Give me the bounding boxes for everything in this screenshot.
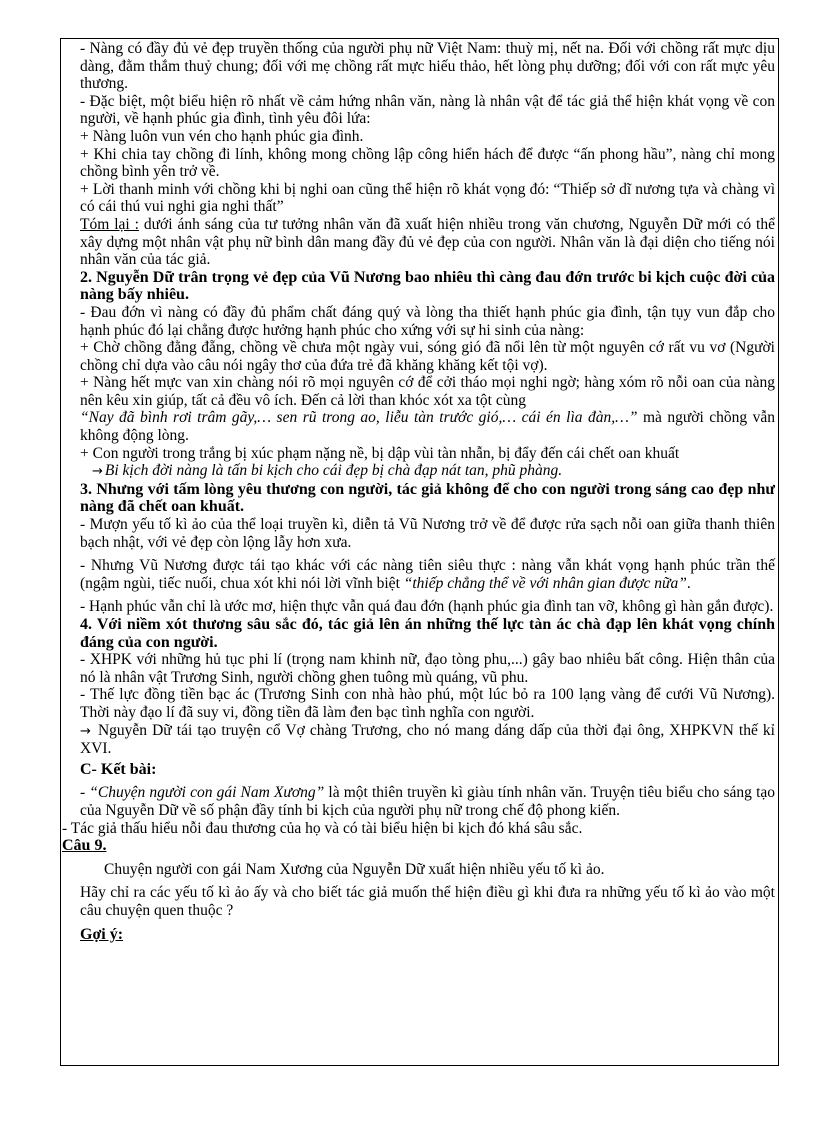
paragraph: - Nàng có đầy đủ vẻ đẹp truyền thống của người phụ nữ Việt Nam: thuỳ mị, nết na. Đối với chồng rất mực dịu dàng, đằm thắm thuỷ chung; đối với mẹ chồng rất mực hiếu thảo, hết lòng phụ dưỡng; đối với con rất mực yêu thương. <box>80 40 775 93</box>
quote-paragraph <box>80 784 775 819</box>
section-heading-2: 2. Nguyễn Dữ trân trọng vẻ đẹp của Vũ Nương bao nhiêu thì càng đau đớn trước bi kịch cuộc đời của nàng bấy nhiêu. <box>80 268 775 304</box>
quote-text: “Nay đã bình rơi trâm gãy,… sen rũ trong ao, liễu tàn trước gió,… cái én lìa đàn,…” <box>80 409 638 427</box>
paragraph: + Lời thanh minh với chồng khi bị nghi oan cũng thể hiện rõ khát vọng đó: “Thiếp sở dĩ nương tựa và chàng vì có cái thú vui nghi gia nghi thất” <box>80 180 775 216</box>
quote-text: “thiếp chẳng thể về với nhân gian được nữa” <box>403 574 687 592</box>
section-heading-4: 4. Với niềm xót thương sâu sắc đó, tác giả lên án những thế lực tàn ác chà đạp lên khát vọng chính đáng của con người. <box>80 616 775 651</box>
paragraph: + Nàng luôn vun vén cho hạnh phúc gia đình. <box>80 127 364 145</box>
document-body <box>62 40 776 943</box>
paragraph: + Khi chia tay chồng đi lính, không mong chồng lập công hiển hách để được “ấn phong hầu”, nàng chỉ mong chồng bình yên trở về. <box>80 145 775 181</box>
paragraph: - XHPK với những hủ tục phi lí (trọng nam khinh nữ, đạo tòng phu,...) gây bao nhiêu bất công. Hiện thân của nó là nhân vật Trương Sinh, người chồng ghen tuông mù quáng, vũ phu. <box>80 651 775 686</box>
section-heading-c: C- Kết bài: <box>80 760 157 778</box>
paragraph: - Đặc biệt, một biểu hiện rõ nhất về cảm hứng nhân văn, nàng là nhân vật để tác giả thể hiện khát vọng về con người, về hạnh phúc gia đình, tình yêu đôi lứa: <box>80 92 775 128</box>
summary-text: dưới ánh sáng của tư tưởng nhân văn đã xuất hiện nhiều trong văn chương, Nguyễn Dữ mới có thể xây dựng một nhân vật phụ nữ bình dân mang đầy đủ vẻ đẹp của con người. Nhân văn là đại diện cho tiếng nói nhân văn của tác giả. <box>80 215 775 269</box>
summary-label: Tóm lại : <box>80 215 139 233</box>
conclusion-line <box>80 462 775 481</box>
paragraph: + Chờ chồng đằng đẵng, chồng về chưa một ngày vui, sóng gió đã nổi lên từ một nguyên cớ rất vu vơ (Người chồng chỉ dựa vào câu nói ngây thơ của đứa trẻ đã khăng khăng kết tội vợ). <box>80 339 775 374</box>
question-text: Chuyện người con gái Nam Xương của Nguyễn Dữ xuất hiện nhiều yếu tố kì ảo. <box>104 860 605 878</box>
paragraph-text: mà người chồng vẫn không động lòng. <box>80 409 775 445</box>
quote-paragraph <box>80 409 775 444</box>
paragraph: - Đau đớn vì nàng có đầy đủ phẩm chất đáng quý và lòng tha thiết hạnh phúc gia đình, tận tụy vun đắp cho hạnh phúc đó lại chẳng được hưởng hạnh phúc cho xứng với sự hi sinh của nàng: <box>80 303 775 339</box>
paragraph-text: là một thiên truyền kì giàu tính nhân văn. Truyện tiêu biểu cho sáng tạo của Nguyễn Dữ về số phận đầy tính bi kịch của người phụ nữ trong chế độ phong kiến. <box>80 784 776 819</box>
question-label: Câu 9. <box>62 837 107 855</box>
paragraph: - Tác giả thấu hiểu nỗi đau thương của họ và có tài biểu hiện bi kịch đó khá sâu sắc. <box>62 819 583 837</box>
paragraph: + Nàng hết mực van xin chàng nói rõ mọi nguyên cớ để cởi tháo mọi nghi ngờ; hàng xóm rõ nỗi oan của nàng nên kêu xin giúp, tất cả đều vô ích. Đến cả lời than khóc xót xa tột cùng <box>80 374 775 409</box>
hint-label: Gợi ý: <box>80 925 124 943</box>
paragraph-text: - Nhưng Vũ Nương được tái tạo khác với các nàng tiên siêu thực : nàng vẫn khát vọng hạnh phúc trần thế (ngậm ngùi, tiếc nuối, chua xót khi nói lời vĩnh biệt <box>80 557 775 592</box>
question-text: Hãy chỉ ra các yếu tố kì ảo ấy và cho biết tác giả muốn thể hiện điều gì khi đưa ra những yếu tố kì ảo vào một câu chuyện quen thuộc ? <box>80 884 775 919</box>
paragraph-text: . <box>686 574 691 592</box>
quote-text: - “Chuyện người con gái Nam Xương” <box>80 784 325 802</box>
conclusion-line <box>80 722 775 758</box>
conclusion-text: Bi kịch đời nàng là tấn bi kịch cho cái đẹp bị chà đạp nát tan, phũ phàng. <box>104 462 563 480</box>
paragraph: - Mượn yếu tố kì ảo của thể loại truyền kì, diễn tả Vũ Nương trở về để được rửa sạch nỗi oan giữa thanh thiên bạch nhật, với vẻ đẹp còn lộng lẫy hơn xưa. <box>80 516 775 551</box>
paragraph: + Con người trong trắng bị xúc phạm nặng nề, bị dập vùi tàn nhẫn, bị đẩy đến cái chết oan khuất <box>80 444 680 462</box>
paragraph: - Hạnh phúc vẫn chỉ là ước mơ, hiện thực vẫn quá đau đớn (hạnh phúc gia đình tan vỡ, không gì hàn gắn được). <box>80 598 774 616</box>
section-heading-3: 3. Nhưng với tấm lòng yêu thương con người, tác giả không để cho con người trong sáng cao đẹp như nàng đã chết oan khuất. <box>80 480 775 516</box>
summary-paragraph <box>80 216 775 269</box>
arrow-icon: → <box>92 464 103 480</box>
quote-paragraph <box>80 557 775 592</box>
arrow-icon: → <box>80 723 91 739</box>
conclusion-text: Nguyễn Dữ tái tạo truyện cổ Vợ chàng Trương, cho nó mang dáng dấp của thời đại ông, XHPKVN thế kỉ XVI. <box>80 721 775 758</box>
paragraph: - Thế lực đồng tiền bạc ác (Trương Sinh con nhà hào phú, một lúc bỏ ra 100 lạng vàng để cưới Vũ Nương). Thời này đạo lí đã suy vi, đồng tiền đã làm đen bạc tình nghĩa con người. <box>80 686 775 721</box>
